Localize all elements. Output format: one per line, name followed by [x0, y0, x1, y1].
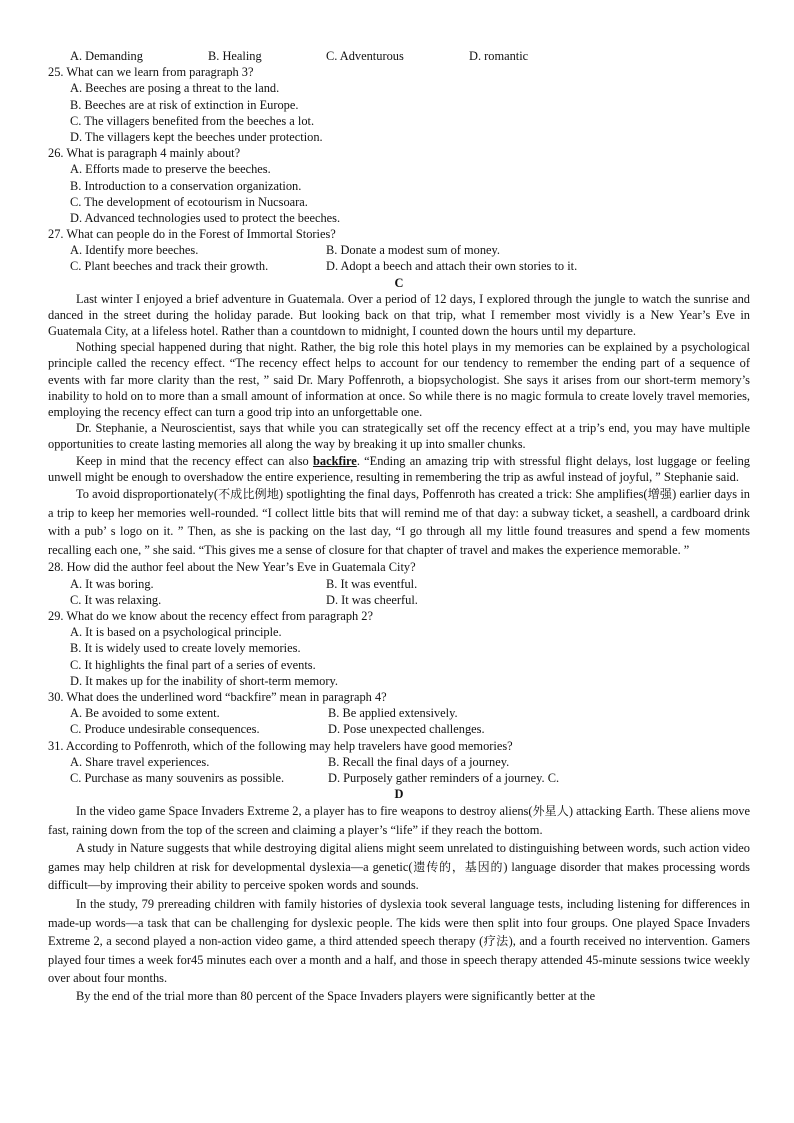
- q30-options-row-2: [48, 721, 750, 737]
- q31-options-row-2: [48, 770, 750, 786]
- p4-text-before: Keep in mind that the recency effect can also: [76, 453, 313, 468]
- q26-option-b[interactable]: B. Introduction to a conservation organization.: [70, 178, 302, 193]
- q30-stem: 30. What does the underlined word “backfire” mean in paragraph 4?: [48, 689, 387, 704]
- section-c-paragraph-1: Last winter I enjoyed a brief adventure in Guatemala. Over a period of 12 days, I explored through the jungle to watch the sunrise and danced in the street during the holiday parade. But looking back on that trip, what I remember most vividly is a New Year’s Eve in Guatemala City, at a lifeless hotel. Rather than a countdown to midnight, I counted down the hours until my departure.: [48, 291, 750, 339]
- q31-option-d[interactable]: D. Purposely gather reminders of a journey. C.: [328, 770, 560, 785]
- p5-text-c: ) earlier days in a trip to keep her memories well-rounded. “I collect little bits that will remind me of that day: a subway ticket, a seashell, a cardboard drink with a pub’ s logo on it. ” Then, as she is packing on the last day, “I go through all my little found treasures and spend a few moments recalling each one, ” she said. “This gives me a sense of closure for that chapter of travel and makes the experience memorable. ”: [48, 487, 750, 557]
- q29-stem: 29. What do we know about the recency effect from paragraph 2?: [48, 609, 374, 623]
- q25-option-b[interactable]: B. Beeches are at risk of extinction in Europe.: [70, 97, 299, 112]
- q25-option-d[interactable]: D. The villagers kept the beeches under protection.: [70, 129, 323, 144]
- d-p1-text-a: In the video game Space Invaders Extreme 2, a player has to fire weapons to destroy aliens(: [76, 804, 533, 819]
- q31-option-a[interactable]: A. Share travel experiences.: [70, 754, 210, 769]
- d-p3-chinese-gloss: 疗法: [483, 934, 509, 949]
- q28-option-d[interactable]: D. It was cheerful.: [326, 592, 418, 607]
- q29-option-d[interactable]: D. It makes up for the inability of short-term memory.: [70, 673, 338, 688]
- q24-option-c[interactable]: C. Adventurous: [326, 49, 404, 63]
- q30-option-b[interactable]: B. Be applied extensively.: [328, 706, 458, 721]
- q27-option-a[interactable]: A. Identify more beeches.: [70, 243, 199, 258]
- q26-option-d[interactable]: D. Advanced technologies used to protect the beeches.: [70, 210, 341, 225]
- section-d-paragraph-3: [48, 895, 750, 988]
- section-d-paragraph-4: By the end of the trial more than 80 percent of the Space Invaders players were significantly better at the: [76, 989, 596, 1003]
- q24-option-d[interactable]: D. romantic: [469, 49, 529, 63]
- section-c-paragraph-4: [48, 453, 750, 485]
- q30-options-row-1: [48, 705, 750, 721]
- d-p2-chinese-gloss: 遗传的，基因的: [412, 859, 504, 874]
- q31-option-b[interactable]: B. Recall the final days of a journey.: [328, 754, 510, 769]
- q27-options-row-2: [48, 258, 750, 274]
- d-p1-chinese-gloss: 外星人: [532, 804, 569, 819]
- q27-stem: 27. What can people do in the Forest of Immortal Stories?: [48, 227, 336, 242]
- p5-text-a: To avoid disproportionately(: [76, 487, 218, 502]
- q28-stem: 28. How did the author feel about the New Year’s Eve in Guatemala City?: [48, 560, 416, 575]
- q25-option-c[interactable]: C. The villagers benefited from the beeches a lot.: [70, 113, 315, 128]
- d-p3-text-b: ), and a fourth received no intervention. Gamers played four times a week for45 minutes each over a month and a half, and those in speech therapy attended 45-minute sessions twice weekly over about four months.: [48, 934, 750, 986]
- underlined-word-backfire: backfire: [312, 453, 357, 468]
- q31-options-row-1: [48, 754, 750, 770]
- section-d-paragraph-1: [48, 802, 750, 839]
- q28-option-c[interactable]: C. It was relaxing.: [70, 592, 162, 607]
- q25-option-a[interactable]: A. Beeches are posing a threat to the land.: [70, 81, 280, 96]
- section-c-paragraph-3: Dr. Stephanie, a Neuroscientist, says that while you can strategically set off the recency effect at a trip’s end, you may have multiple opportunities to create lasting memories all along the way by breaking it up into smaller chunks.: [48, 421, 750, 452]
- q24-option-a[interactable]: A. Demanding: [70, 49, 143, 63]
- q28-option-a[interactable]: A. It was boring.: [70, 576, 154, 591]
- p5-text-b: ) spotlighting the final days, Poffenroth has created a trick: She amplifies(: [279, 487, 648, 502]
- section-d-paragraph-2: [48, 839, 750, 895]
- exam-page: [48, 48, 750, 1004]
- q26-option-a[interactable]: A. Efforts made to preserve the beeches.: [70, 162, 271, 177]
- q28-options-row-1: [48, 576, 750, 592]
- q25-stem: 25. What can we learn from paragraph 3?: [48, 65, 254, 80]
- p5-chinese-gloss-1: 不成比例地: [217, 487, 280, 502]
- q27-option-d[interactable]: D. Adopt a beech and attach their own stories to it.: [326, 259, 578, 274]
- section-c-paragraph-5: [48, 485, 750, 559]
- q28-option-b[interactable]: B. It was eventful.: [326, 576, 418, 591]
- d-p1-text-b: ) attacking Earth. These aliens move fast, raining down from the top of the screen and claiming a player’s “life” if they reach the bottom.: [48, 804, 750, 837]
- d-p2-text-b: ) language disorder that makes processing words difficult—by improving their ability to perceive spoken words and sounds.: [48, 859, 750, 893]
- q26-stem: 26. What is paragraph 4 mainly about?: [48, 146, 241, 161]
- section-c-heading: C: [394, 275, 404, 290]
- q27-options-row-1: [48, 242, 750, 258]
- d-p3-text-a: In the study, 79 prereading children with family histories of dyslexia took several language tests, including listening for differences in made-up words—a task that can be challenging for dyslexic people. The kids were then split into four groups. One played Space Invaders Extreme 2, a second played a non-action video game, a third attended speech therapy (: [48, 897, 750, 949]
- q24-option-b[interactable]: B. Healing: [208, 49, 262, 63]
- q31-option-c[interactable]: C. Purchase as many souvenirs as possible.: [70, 770, 285, 785]
- q29-option-a[interactable]: A. It is based on a psychological principle.: [70, 625, 282, 640]
- p5-chinese-gloss-2: 增强: [647, 487, 673, 502]
- q30-option-d[interactable]: D. Pose unexpected challenges.: [328, 722, 485, 737]
- q28-options-row-2: [48, 592, 750, 608]
- q30-option-c[interactable]: C. Produce undesirable consequences.: [70, 722, 260, 737]
- q26-option-c[interactable]: C. The development of ecotourism in Nucsoara.: [70, 194, 308, 209]
- q29-option-b[interactable]: B. It is widely used to create lovely memories.: [70, 641, 301, 656]
- section-d-heading: D: [394, 787, 404, 802]
- q31-stem: 31. According to Poffenroth, which of the following may help travelers have good memories?: [48, 738, 513, 753]
- q27-option-c[interactable]: C. Plant beeches and track their growth.: [70, 259, 269, 274]
- q24-options: [48, 48, 750, 64]
- q29-option-c[interactable]: C. It highlights the final part of a series of events.: [70, 657, 316, 672]
- q30-option-a[interactable]: A. Be avoided to some extent.: [70, 706, 220, 721]
- section-c-paragraph-2: Nothing special happened during that night. Rather, the big role this hotel plays in my memories can be explained by a psychological principle called the recency effect. “The recency effect helps to account for our tendency to remember the ending part of a sequence of events with far more clarity than the rest, ” said Dr. Mary Poffenroth, a biopsychologist. She says it arises from our short-term memory’s inability to hold on to more than a small amount of information at once. So while there is no magic formula to create lovely travel memories, employing the recency effect can turn a good trip into an unforgettable one.: [48, 340, 750, 420]
- p4-text-after: . “Ending an amazing trip with stressful flight delays, lost luggage or feeling unwell might be enough to overshadow the entire experience, resulting in remembering the trip as awful instead of joyful, ” Stephanie said.: [48, 453, 750, 484]
- d-p2-text-a: A study in Nature suggests that while destroying digital aliens might seem unrelated to distinguishing between words, such action video games may help children at risk for developmental dyslexia—a genetic(: [48, 841, 750, 874]
- q27-option-b[interactable]: B. Donate a modest sum of money.: [326, 243, 501, 258]
